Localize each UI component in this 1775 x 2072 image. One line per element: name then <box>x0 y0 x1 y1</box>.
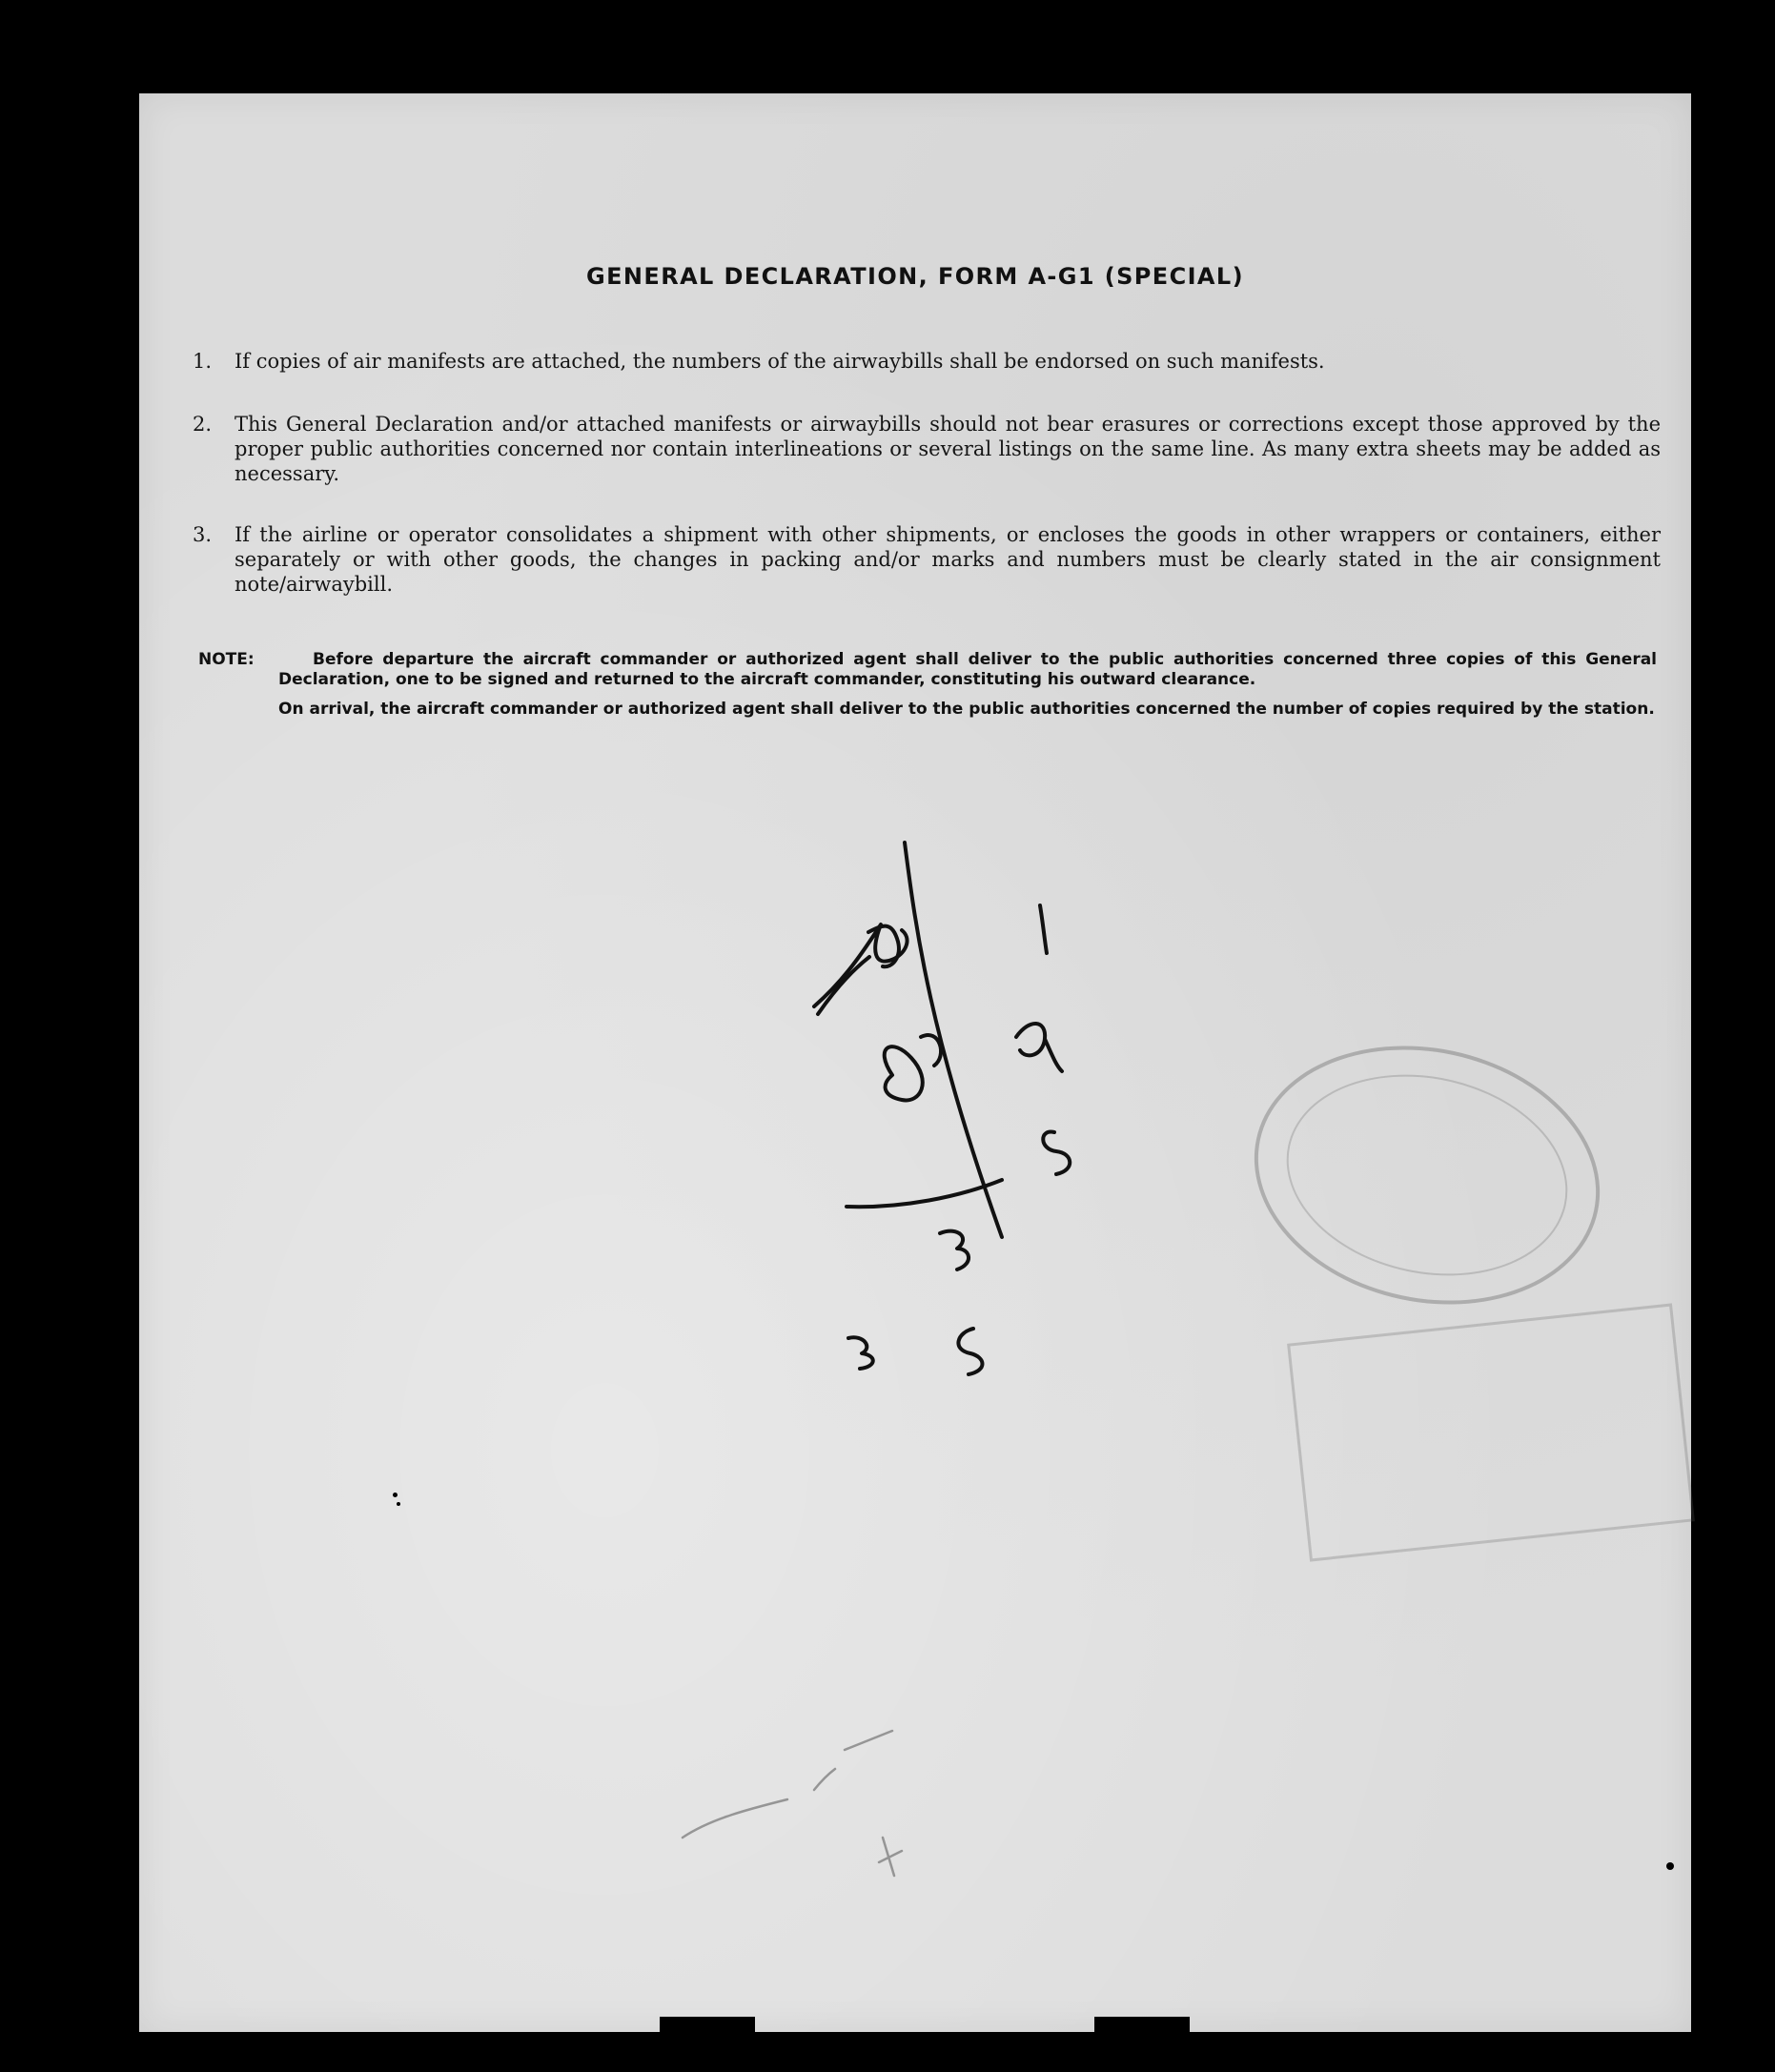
note-label: NOTE: <box>198 650 255 669</box>
item-number: 3. <box>193 523 213 546</box>
ink-stroke <box>1016 1024 1045 1055</box>
ink-stroke <box>905 843 1002 1237</box>
scan-edge-mark <box>1731 1696 1735 1782</box>
ink-stroke <box>940 1231 969 1270</box>
note-paragraph: Before departure the aircraft commander or authorized agent shall deliver to the public authorities concerned three copies of this General Declaration, one to be signed and returned to the aircraft commander, constituting his outward clearance. <box>278 650 1657 689</box>
ink-stroke <box>818 957 869 1014</box>
ink-stroke <box>848 1337 873 1369</box>
admitted-stamp <box>1287 1303 1695 1561</box>
scan-edge-mark <box>19 1758 24 1812</box>
note-paragraph: On arrival, the aircraft commander or authorized agent shall deliver to the public authorities concerned the number of copies required by the station. <box>278 700 1655 719</box>
item-text: This General Declaration and/or attached manifests or airwaybills should not bear erasures or corrections except those approved by the proper public authorities concerned nor contain interlineations or several listings on the same line. As many extra sheets may be added as necessary. <box>235 413 1661 485</box>
scan-speck <box>1666 1862 1674 1870</box>
ink-stroke <box>958 1329 982 1374</box>
faint-ink-mark <box>814 1769 835 1790</box>
document-page <box>139 93 1691 2032</box>
page-title: GENERAL DECLARATION, FORM A-G1 (SPECIAL) <box>586 263 1244 290</box>
scan-edge-mark <box>1730 2028 1734 2066</box>
page-bottom-tab <box>1094 2017 1190 2032</box>
item-number: 2. <box>193 413 213 436</box>
faint-ink-mark <box>879 1838 902 1876</box>
ink-stroke <box>1040 905 1047 953</box>
item-number: 1. <box>193 350 213 373</box>
scan-speck <box>393 1493 398 1497</box>
scan-speck <box>397 1502 400 1506</box>
ink-stroke <box>921 1035 941 1066</box>
item-text: If the airline or operator consolidates a shipment with other shipments, or encloses the goods in other wrappers or containers, either separately or with other goods, the changes in packing and/or marks and numbers must be clearly stated in the air consignment note/airwaybill. <box>235 523 1661 596</box>
page-bottom-tab <box>660 2017 755 2032</box>
faint-ink-mark <box>845 1731 892 1750</box>
faint-ink-mark <box>683 1799 787 1838</box>
ink-stroke <box>885 1046 923 1100</box>
ink-stroke <box>1045 1039 1062 1071</box>
item-text: If copies of air manifests are attached, the numbers of the airwaybills shall be endorsed on such manifests. <box>235 350 1325 373</box>
ink-stroke <box>847 1180 1002 1207</box>
ink-stroke <box>1043 1132 1070 1174</box>
